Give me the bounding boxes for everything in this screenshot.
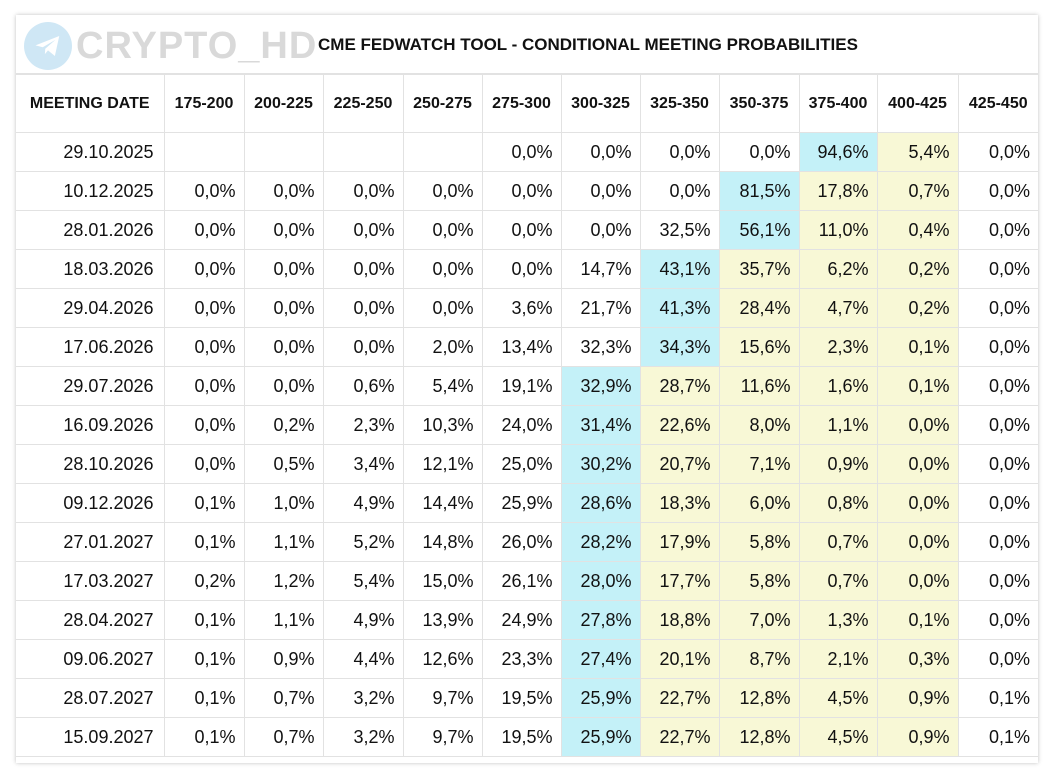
probability-cell: 14,7% bbox=[561, 250, 640, 289]
probability-cell: 25,9% bbox=[561, 718, 640, 757]
probability-cell bbox=[403, 133, 482, 172]
probability-cell: 28,6% bbox=[561, 484, 640, 523]
probability-cell: 5,8% bbox=[719, 523, 799, 562]
logo bbox=[24, 22, 317, 70]
table-row bbox=[16, 484, 1038, 523]
probability-cell: 0,0% bbox=[164, 367, 244, 406]
probability-cell: 25,9% bbox=[482, 484, 561, 523]
probability-cell: 28,2% bbox=[561, 523, 640, 562]
probability-cell: 12,1% bbox=[403, 445, 482, 484]
probability-cell: 0,1% bbox=[164, 601, 244, 640]
probability-cell: 0,7% bbox=[799, 523, 877, 562]
probability-cell: 2,1% bbox=[799, 640, 877, 679]
probability-cell: 0,0% bbox=[640, 133, 719, 172]
probability-cell: 1,1% bbox=[799, 406, 877, 445]
column-header-250-275: 250-275 bbox=[403, 75, 482, 133]
meeting-date-cell: 17.06.2026 bbox=[16, 328, 164, 367]
probability-cell: 19,5% bbox=[482, 679, 561, 718]
probability-cell: 12,6% bbox=[403, 640, 482, 679]
probability-cell: 0,0% bbox=[958, 133, 1038, 172]
meeting-date-cell: 27.01.2027 bbox=[16, 523, 164, 562]
probability-cell: 8,7% bbox=[719, 640, 799, 679]
probability-cell: 32,9% bbox=[561, 367, 640, 406]
probability-cell: 24,9% bbox=[482, 601, 561, 640]
probability-cell: 0,1% bbox=[164, 640, 244, 679]
probability-cell: 0,0% bbox=[244, 328, 323, 367]
probability-cell: 7,1% bbox=[719, 445, 799, 484]
column-header-325-350: 325-350 bbox=[640, 75, 719, 133]
probability-cell: 81,5% bbox=[719, 172, 799, 211]
meeting-date-cell: 28.01.2026 bbox=[16, 211, 164, 250]
probability-cell: 9,7% bbox=[403, 718, 482, 757]
table-row bbox=[16, 211, 1038, 250]
probability-cell: 28,7% bbox=[640, 367, 719, 406]
probability-cell: 0,0% bbox=[877, 523, 958, 562]
probability-cell: 0,1% bbox=[877, 367, 958, 406]
probability-cell: 32,5% bbox=[640, 211, 719, 250]
probability-cell: 0,0% bbox=[244, 250, 323, 289]
probability-cell: 4,9% bbox=[323, 601, 403, 640]
probability-cell: 23,3% bbox=[482, 640, 561, 679]
table-row bbox=[16, 328, 1038, 367]
probability-cell: 0,0% bbox=[403, 289, 482, 328]
probability-cell: 0,0% bbox=[561, 133, 640, 172]
probability-cell: 0,0% bbox=[640, 172, 719, 211]
probability-cell: 0,0% bbox=[482, 133, 561, 172]
probability-cell: 27,8% bbox=[561, 601, 640, 640]
column-header-400-425: 400-425 bbox=[877, 75, 958, 133]
probability-cell: 3,6% bbox=[482, 289, 561, 328]
column-header-meeting-date: MEETING DATE bbox=[16, 75, 164, 133]
probability-cell: 15,0% bbox=[403, 562, 482, 601]
probability-cell: 0,0% bbox=[323, 211, 403, 250]
probability-cell: 0,0% bbox=[482, 250, 561, 289]
probability-cell: 0,1% bbox=[877, 328, 958, 367]
meeting-date-cell: 10.12.2025 bbox=[16, 172, 164, 211]
probability-cell: 11,6% bbox=[719, 367, 799, 406]
table-row bbox=[16, 445, 1038, 484]
probability-cell: 0,0% bbox=[958, 601, 1038, 640]
column-header-275-300: 275-300 bbox=[482, 75, 561, 133]
probability-cell: 26,1% bbox=[482, 562, 561, 601]
probability-cell: 28,4% bbox=[719, 289, 799, 328]
meeting-date-cell: 15.09.2027 bbox=[16, 718, 164, 757]
fedwatch-table-panel bbox=[16, 15, 1038, 763]
probability-cell: 5,8% bbox=[719, 562, 799, 601]
probability-cell bbox=[164, 133, 244, 172]
probability-cell: 22,7% bbox=[640, 679, 719, 718]
probability-cell: 0,0% bbox=[164, 211, 244, 250]
meeting-date-cell: 29.04.2026 bbox=[16, 289, 164, 328]
probability-cell: 0,0% bbox=[323, 289, 403, 328]
probability-cell: 0,0% bbox=[958, 367, 1038, 406]
probability-cell: 94,6% bbox=[799, 133, 877, 172]
probability-cell: 2,3% bbox=[799, 328, 877, 367]
probability-cell: 6,2% bbox=[799, 250, 877, 289]
column-header-425-450: 425-450 bbox=[958, 75, 1038, 133]
chart-title: CME FEDWATCH TOOL - CONDITIONAL MEETING PROBABILITIES bbox=[318, 35, 858, 54]
probability-cell: 31,4% bbox=[561, 406, 640, 445]
probability-cell: 7,0% bbox=[719, 601, 799, 640]
probability-cell: 0,2% bbox=[877, 289, 958, 328]
probability-cell: 0,5% bbox=[244, 445, 323, 484]
probability-cell: 30,2% bbox=[561, 445, 640, 484]
meeting-date-cell: 28.04.2027 bbox=[16, 601, 164, 640]
probability-cell: 0,1% bbox=[958, 679, 1038, 718]
probability-cell: 0,8% bbox=[799, 484, 877, 523]
probability-cell: 0,1% bbox=[958, 718, 1038, 757]
table-row bbox=[16, 289, 1038, 328]
probability-cell: 41,3% bbox=[640, 289, 719, 328]
table-row bbox=[16, 250, 1038, 289]
probability-cell: 0,0% bbox=[958, 289, 1038, 328]
probability-cell: 0,0% bbox=[164, 172, 244, 211]
telegram-icon bbox=[24, 22, 72, 70]
probability-cell bbox=[244, 133, 323, 172]
probability-cell: 0,0% bbox=[561, 172, 640, 211]
table-row bbox=[16, 679, 1038, 718]
probability-cell: 0,0% bbox=[164, 250, 244, 289]
probability-cell: 11,0% bbox=[799, 211, 877, 250]
probability-cell: 0,6% bbox=[323, 367, 403, 406]
probability-cell: 0,0% bbox=[323, 172, 403, 211]
probability-cell: 4,5% bbox=[799, 679, 877, 718]
column-header-225-250: 225-250 bbox=[323, 75, 403, 133]
table-row bbox=[16, 406, 1038, 445]
probability-cell: 35,7% bbox=[719, 250, 799, 289]
meeting-date-cell: 28.07.2027 bbox=[16, 679, 164, 718]
probability-cell: 0,0% bbox=[164, 445, 244, 484]
probability-cell: 0,0% bbox=[877, 484, 958, 523]
probability-cell: 4,9% bbox=[323, 484, 403, 523]
probability-cell: 4,4% bbox=[323, 640, 403, 679]
probability-cell: 1,0% bbox=[244, 484, 323, 523]
meeting-date-cell: 29.10.2025 bbox=[16, 133, 164, 172]
table-row bbox=[16, 640, 1038, 679]
probability-cell: 26,0% bbox=[482, 523, 561, 562]
probability-cell: 18,3% bbox=[640, 484, 719, 523]
probability-cell: 0,0% bbox=[244, 211, 323, 250]
probability-cell: 14,8% bbox=[403, 523, 482, 562]
probability-cell: 0,0% bbox=[877, 445, 958, 484]
probability-cell: 1,2% bbox=[244, 562, 323, 601]
probability-cell: 0,1% bbox=[877, 601, 958, 640]
probability-cell: 0,9% bbox=[799, 445, 877, 484]
probability-cell: 17,8% bbox=[799, 172, 877, 211]
probability-cell: 0,7% bbox=[877, 172, 958, 211]
probability-cell: 0,0% bbox=[164, 328, 244, 367]
probability-cell: 12,8% bbox=[719, 679, 799, 718]
probability-cell: 15,6% bbox=[719, 328, 799, 367]
probability-cell: 2,3% bbox=[323, 406, 403, 445]
probability-cell: 20,7% bbox=[640, 445, 719, 484]
probability-cell: 14,4% bbox=[403, 484, 482, 523]
probability-cell: 22,6% bbox=[640, 406, 719, 445]
probability-cell: 0,0% bbox=[244, 172, 323, 211]
probability-cell: 17,7% bbox=[640, 562, 719, 601]
probability-cell: 0,1% bbox=[164, 679, 244, 718]
probability-cell: 0,7% bbox=[244, 679, 323, 718]
probability-cell: 0,0% bbox=[482, 211, 561, 250]
probability-cell: 34,3% bbox=[640, 328, 719, 367]
probability-cell: 0,0% bbox=[403, 211, 482, 250]
probability-cell: 0,0% bbox=[323, 250, 403, 289]
probability-cell: 20,1% bbox=[640, 640, 719, 679]
probability-cell: 1,6% bbox=[799, 367, 877, 406]
column-header-175-200: 175-200 bbox=[164, 75, 244, 133]
probability-cell: 2,0% bbox=[403, 328, 482, 367]
probability-cell: 0,0% bbox=[244, 289, 323, 328]
probability-cell: 1,3% bbox=[799, 601, 877, 640]
probability-cell bbox=[323, 133, 403, 172]
probability-cell: 19,5% bbox=[482, 718, 561, 757]
probability-cell: 43,1% bbox=[640, 250, 719, 289]
probability-cell: 0,0% bbox=[244, 367, 323, 406]
probability-cell: 0,2% bbox=[164, 562, 244, 601]
table-row bbox=[16, 601, 1038, 640]
table-row bbox=[16, 367, 1038, 406]
probability-cell: 3,2% bbox=[323, 679, 403, 718]
probability-cell: 0,0% bbox=[164, 406, 244, 445]
table-body bbox=[16, 133, 1038, 757]
probability-cell: 0,1% bbox=[164, 484, 244, 523]
probability-cell: 0,2% bbox=[244, 406, 323, 445]
probability-cell: 25,9% bbox=[561, 679, 640, 718]
probability-cell: 0,9% bbox=[877, 679, 958, 718]
probability-cell: 5,4% bbox=[323, 562, 403, 601]
probability-cell: 0,2% bbox=[877, 250, 958, 289]
probability-cell: 24,0% bbox=[482, 406, 561, 445]
column-header-375-400: 375-400 bbox=[799, 75, 877, 133]
probability-cell: 0,0% bbox=[561, 211, 640, 250]
probability-cell: 0,0% bbox=[958, 484, 1038, 523]
probability-cell: 18,8% bbox=[640, 601, 719, 640]
probability-cell: 4,5% bbox=[799, 718, 877, 757]
probability-cell: 25,0% bbox=[482, 445, 561, 484]
meeting-date-cell: 29.07.2026 bbox=[16, 367, 164, 406]
probability-cell: 0,0% bbox=[958, 250, 1038, 289]
probability-cell: 21,7% bbox=[561, 289, 640, 328]
probability-cell: 13,9% bbox=[403, 601, 482, 640]
probability-cell: 1,1% bbox=[244, 523, 323, 562]
probability-cell: 17,9% bbox=[640, 523, 719, 562]
probability-cell: 13,4% bbox=[482, 328, 561, 367]
probability-cell: 0,0% bbox=[958, 562, 1038, 601]
table-row bbox=[16, 133, 1038, 172]
probability-cell: 0,9% bbox=[877, 718, 958, 757]
probability-cell: 0,7% bbox=[799, 562, 877, 601]
meeting-date-cell: 09.12.2026 bbox=[16, 484, 164, 523]
probability-cell: 6,0% bbox=[719, 484, 799, 523]
probability-cell: 0,9% bbox=[244, 640, 323, 679]
column-header-300-325: 300-325 bbox=[561, 75, 640, 133]
probability-cell: 0,0% bbox=[403, 172, 482, 211]
probability-cell: 5,2% bbox=[323, 523, 403, 562]
probability-cell: 0,1% bbox=[164, 718, 244, 757]
logo-text: CRYPTO_HD bbox=[76, 24, 318, 67]
probability-cell: 0,0% bbox=[877, 562, 958, 601]
probability-cell: 0,0% bbox=[877, 406, 958, 445]
table-row bbox=[16, 523, 1038, 562]
probability-cell: 9,7% bbox=[403, 679, 482, 718]
meeting-date-cell: 28.10.2026 bbox=[16, 445, 164, 484]
probability-cell: 1,1% bbox=[244, 601, 323, 640]
probability-cell: 0,0% bbox=[719, 133, 799, 172]
probability-cell: 8,0% bbox=[719, 406, 799, 445]
header-row bbox=[16, 75, 1038, 133]
probability-table bbox=[16, 74, 1038, 757]
probability-cell: 0,0% bbox=[958, 445, 1038, 484]
probability-cell: 56,1% bbox=[719, 211, 799, 250]
probability-cell: 0,0% bbox=[958, 172, 1038, 211]
probability-cell: 0,0% bbox=[958, 211, 1038, 250]
column-header-200-225: 200-225 bbox=[244, 75, 323, 133]
meeting-date-cell: 18.03.2026 bbox=[16, 250, 164, 289]
probability-cell: 0,0% bbox=[482, 172, 561, 211]
probability-cell: 0,7% bbox=[244, 718, 323, 757]
probability-cell: 32,3% bbox=[561, 328, 640, 367]
probability-cell: 0,0% bbox=[958, 328, 1038, 367]
probability-cell: 4,7% bbox=[799, 289, 877, 328]
probability-cell: 0,0% bbox=[323, 328, 403, 367]
probability-cell: 28,0% bbox=[561, 562, 640, 601]
meeting-date-cell: 09.06.2027 bbox=[16, 640, 164, 679]
probability-cell: 0,4% bbox=[877, 211, 958, 250]
probability-cell: 12,8% bbox=[719, 718, 799, 757]
table-row bbox=[16, 172, 1038, 211]
meeting-date-cell: 16.09.2026 bbox=[16, 406, 164, 445]
probability-cell: 0,0% bbox=[958, 406, 1038, 445]
table-row bbox=[16, 562, 1038, 601]
probability-cell: 0,3% bbox=[877, 640, 958, 679]
title-row bbox=[16, 15, 1038, 74]
probability-cell: 0,0% bbox=[164, 289, 244, 328]
probability-cell: 3,4% bbox=[323, 445, 403, 484]
probability-cell: 0,0% bbox=[958, 523, 1038, 562]
probability-cell: 5,4% bbox=[877, 133, 958, 172]
probability-cell: 0,1% bbox=[164, 523, 244, 562]
probability-cell: 22,7% bbox=[640, 718, 719, 757]
probability-cell: 10,3% bbox=[403, 406, 482, 445]
meeting-date-cell: 17.03.2027 bbox=[16, 562, 164, 601]
probability-cell: 0,0% bbox=[958, 640, 1038, 679]
column-header-350-375: 350-375 bbox=[719, 75, 799, 133]
probability-cell: 0,0% bbox=[403, 250, 482, 289]
probability-cell: 5,4% bbox=[403, 367, 482, 406]
probability-cell: 27,4% bbox=[561, 640, 640, 679]
table-row bbox=[16, 718, 1038, 757]
probability-cell: 19,1% bbox=[482, 367, 561, 406]
probability-cell: 3,2% bbox=[323, 718, 403, 757]
